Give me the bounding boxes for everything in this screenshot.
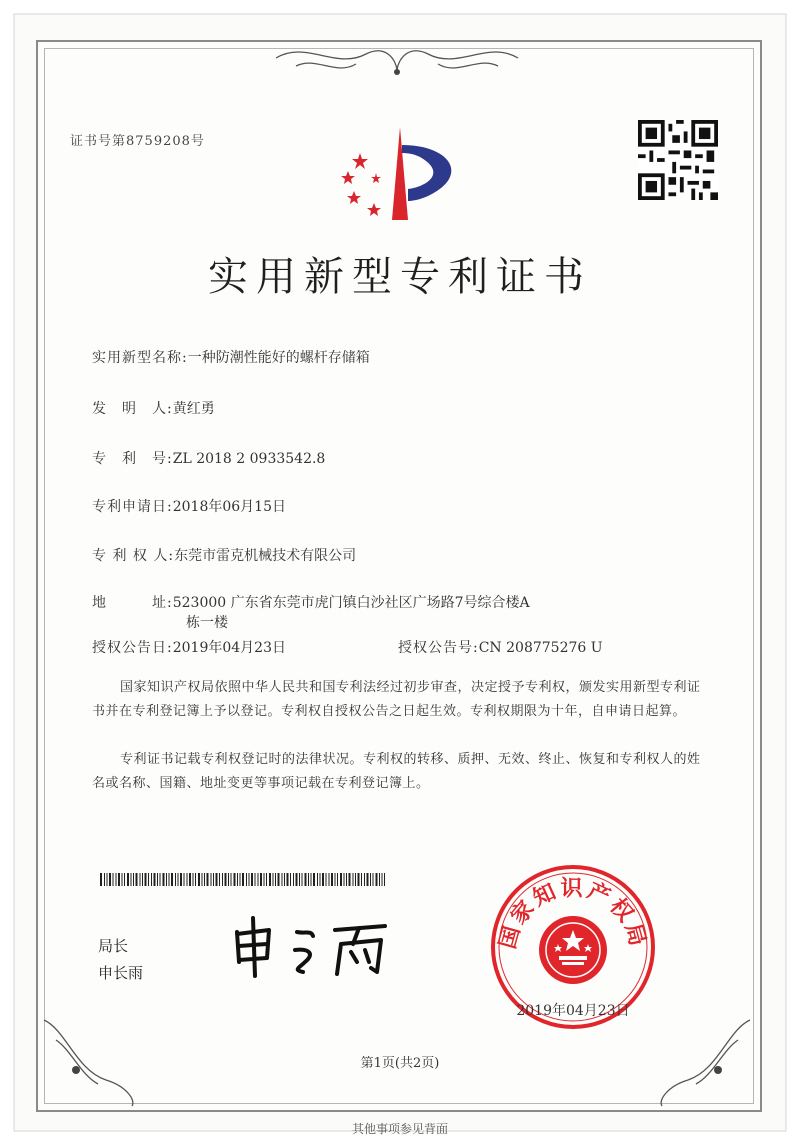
page-number: 第1页(共2页) — [360, 1056, 440, 1071]
seal-date: 2019年04月23日 — [516, 1003, 630, 1019]
utility-name-value: 一种防潮性能好的螺杆存储箱 — [187, 350, 370, 366]
inventor-value: 黄红勇 — [172, 401, 215, 417]
national-emblem-icon — [539, 916, 607, 984]
patent-no-value: ZL 2018 2 0933542.8 — [172, 451, 326, 467]
signer-name: 申长雨 — [98, 964, 144, 982]
barcode-icon — [100, 873, 385, 886]
paragraph-grant: 国家知识产权局依照中华人民共和国专利法经过初步审查，决定授予专利权，颁发实用新型专利证书并在专利登记簿上予以登记。专利权自授权公告之日起生效。专利权期限为十年，自申请日起算。 — [92, 680, 701, 719]
qr-code-icon — [638, 120, 718, 200]
patentee-label: 专 利 权 人: — [92, 548, 175, 564]
inventor-label: 发 明 人: — [92, 401, 173, 417]
certificate-number: 证书号第8759208号 — [70, 134, 205, 149]
signature-image — [225, 910, 425, 985]
signer-title: 局长 — [98, 937, 129, 955]
footer-note: 其他事项参见背面 — [351, 1122, 448, 1136]
filing-date-label: 专利申请日: — [92, 499, 173, 515]
address-row — [92, 592, 530, 612]
grant-date-row — [92, 637, 286, 657]
paragraph-legal-status: 专利证书记载专利权登记时的法律状况。专利权的转移、质押、无效、终止、恢复和专利权人的姓名或名称、国籍、地址变更等事项记载在专利登记簿上。 — [92, 752, 701, 791]
grant-no-value: CN 208775276 U — [478, 640, 603, 656]
patentee-row — [92, 545, 356, 565]
seal-text: 国家知识产权局 — [495, 876, 651, 952]
patent-no-label: 专 利 号: — [92, 451, 173, 467]
grant-no-row — [398, 637, 603, 657]
patent-no-row — [92, 448, 325, 468]
filing-date-value: 2018年06月15日 — [172, 499, 286, 515]
certificate-title: 实用新型专利证书 — [208, 254, 592, 300]
inventor-row — [92, 398, 215, 418]
address-value-line1: 523000 广东省东莞市虎门镇白沙社区广场路7号综合楼A — [172, 595, 530, 611]
address-value-line2: 栋一楼 — [186, 615, 228, 631]
utility-name-label: 实用新型名称: — [92, 350, 188, 366]
patent-logo-icon — [330, 125, 470, 225]
utility-name-row — [92, 347, 370, 367]
grant-date-label: 授权公告日: — [92, 640, 173, 656]
patentee-value: 东莞市雷克机械技术有限公司 — [174, 548, 357, 564]
grant-no-label: 授权公告号: — [398, 640, 479, 656]
grant-date-value: 2019年04月23日 — [172, 640, 286, 656]
address-label: 地 址: — [92, 595, 173, 611]
filing-date-row — [92, 496, 286, 516]
